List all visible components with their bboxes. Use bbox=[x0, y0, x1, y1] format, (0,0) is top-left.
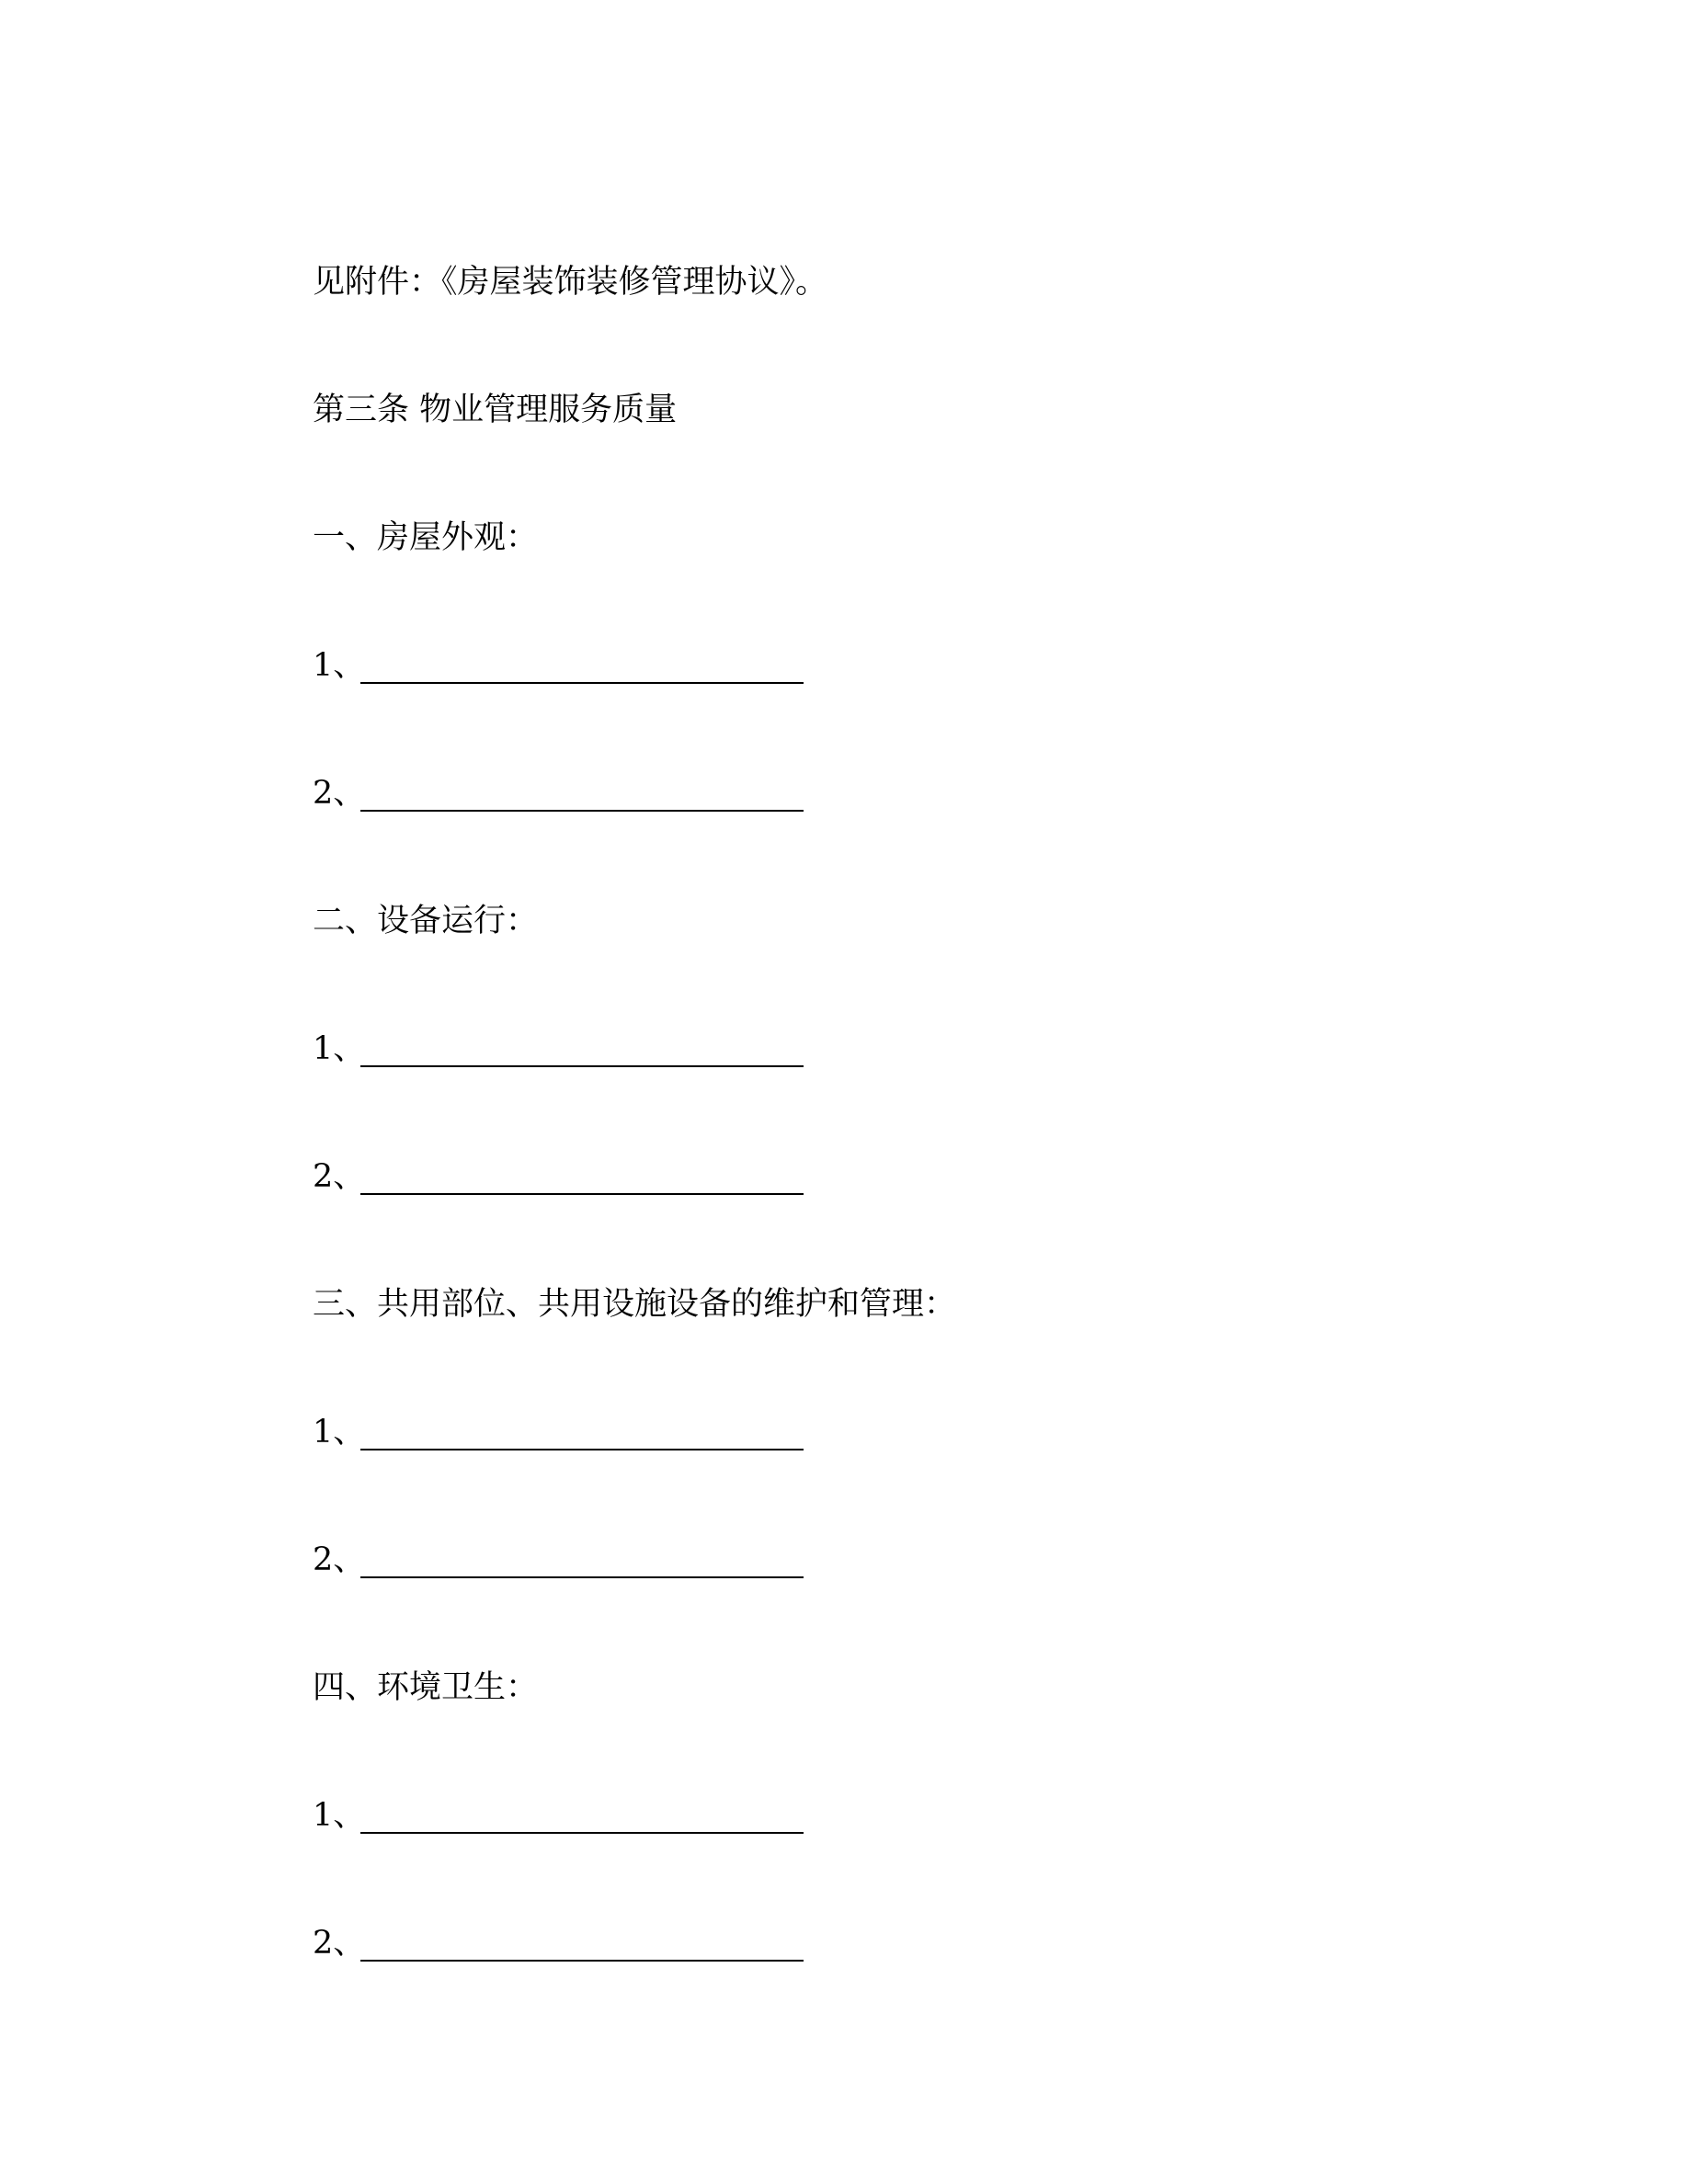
section-heading: 二、设备运行： bbox=[313, 903, 539, 939]
blank-underline bbox=[360, 1065, 804, 1067]
attachment-line: 见附件：《房屋装饰装修管理协议》。 bbox=[313, 264, 828, 301]
item-number: 2、 bbox=[313, 1158, 366, 1195]
blank-underline bbox=[360, 1449, 804, 1450]
fill-in-row bbox=[313, 1156, 365, 1197]
fill-in-row bbox=[313, 773, 365, 813]
fill-in-row bbox=[313, 1029, 365, 1069]
blank-underline bbox=[360, 1576, 804, 1578]
article-title: 第三条 物业管理服务质量 bbox=[313, 392, 678, 428]
fill-in-row bbox=[313, 1795, 365, 1836]
section-heading: 三、共用部位、共用设施设备的维护和管理： bbox=[313, 1286, 957, 1323]
fill-in-row bbox=[313, 645, 365, 686]
item-number: 1、 bbox=[313, 647, 366, 684]
item-number: 2、 bbox=[313, 1541, 366, 1578]
blank-underline bbox=[360, 682, 804, 684]
item-number: 1、 bbox=[313, 1797, 366, 1834]
section-heading: 四、环境卫生： bbox=[313, 1669, 539, 1706]
item-number: 1、 bbox=[313, 1414, 366, 1450]
section-heading: 一、房屋外观： bbox=[313, 519, 539, 556]
blank-underline bbox=[360, 1832, 804, 1834]
blank-underline bbox=[360, 810, 804, 812]
item-number: 2、 bbox=[313, 1925, 366, 1962]
fill-in-row bbox=[313, 1923, 365, 1963]
blank-underline bbox=[360, 1193, 804, 1195]
fill-in-row bbox=[313, 1540, 365, 1580]
item-number: 1、 bbox=[313, 1030, 366, 1067]
fill-in-row bbox=[313, 1412, 365, 1452]
item-number: 2、 bbox=[313, 775, 366, 812]
blank-underline bbox=[360, 1960, 804, 1962]
